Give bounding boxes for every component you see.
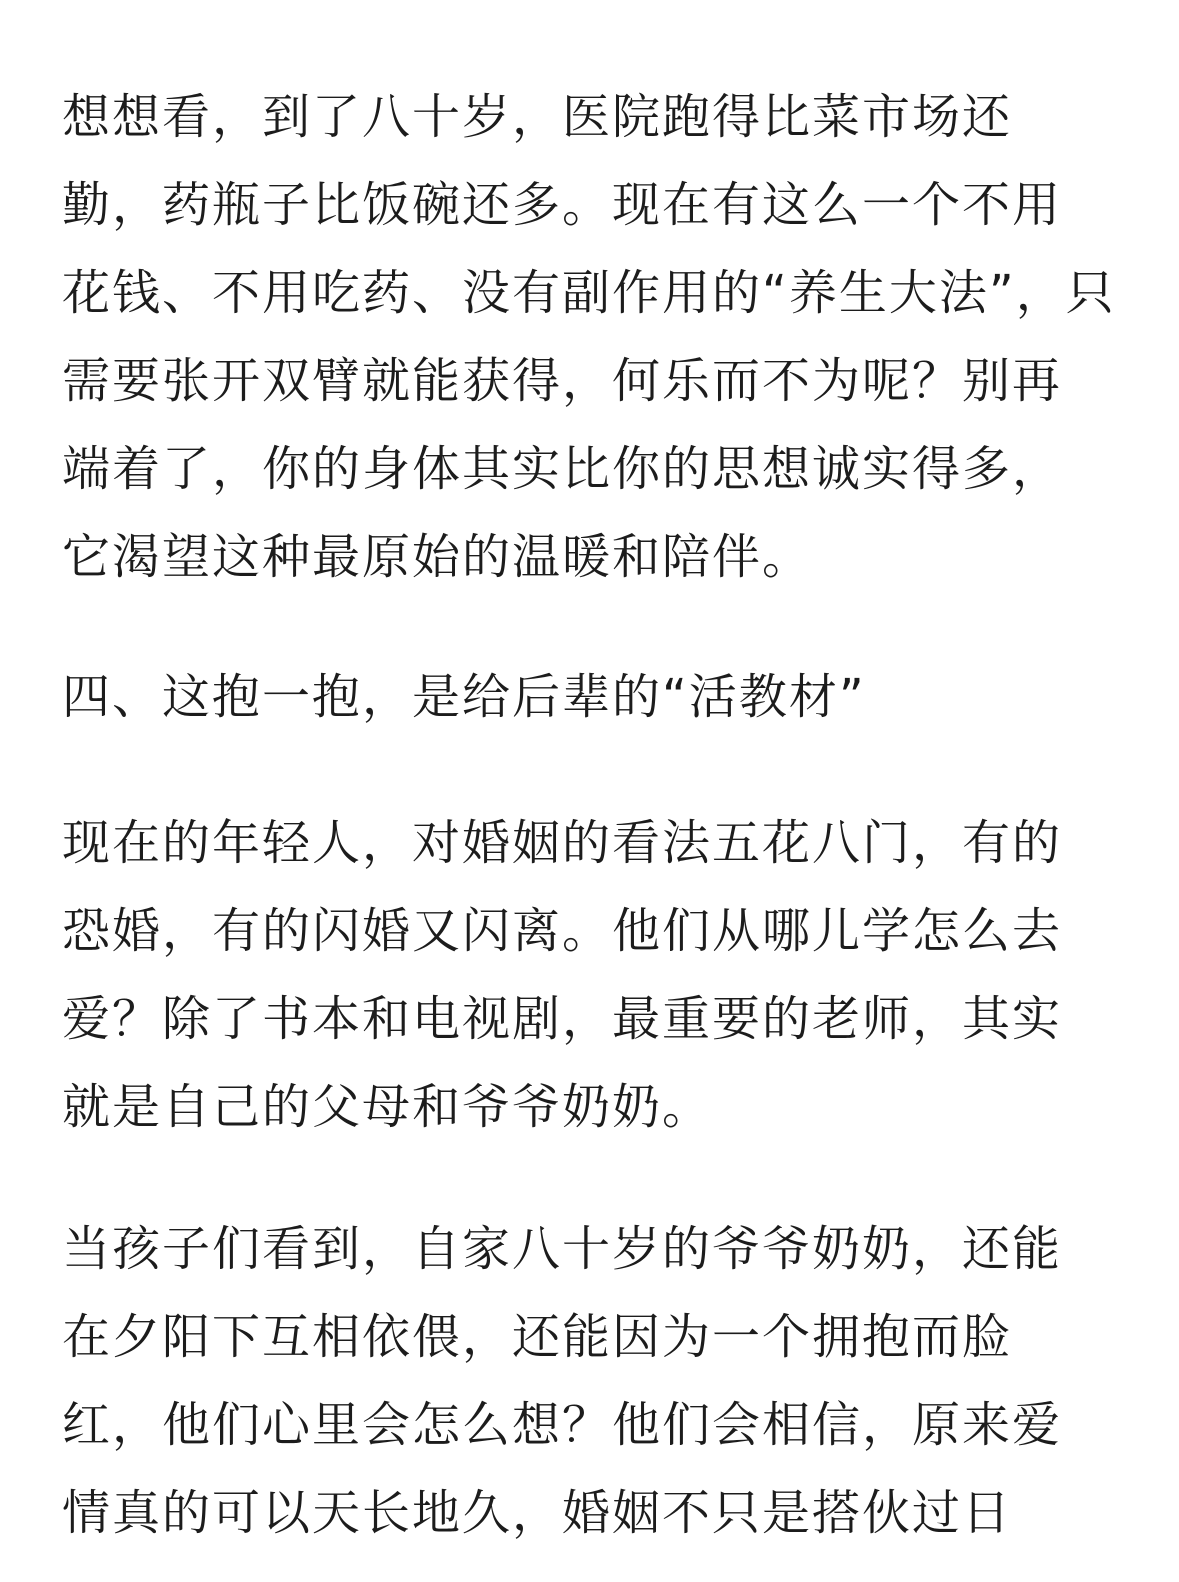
paragraph-line: 需要张开双臂就能获得，何乐而不为呢？别再 (62, 353, 1063, 409)
paragraph-line: 想想看，到了八十岁，医院跑得比菜市场还 (62, 89, 1013, 145)
paragraph-line: 在夕阳下互相依偎，还能因为一个拥抱而脸 (62, 1309, 1013, 1365)
paragraph-line: 爱？除了书本和电视剧，最重要的老师，其实 (62, 991, 1063, 1047)
paragraph-line: 就是自己的父母和爷爷奶奶。 (62, 1079, 713, 1135)
paragraph-line: 情真的可以天长地久，婚姻不只是搭伙过日 (62, 1485, 1013, 1541)
paragraph-line: 勤，药瓶子比饭碗还多。现在有这么一个不用 (62, 177, 1063, 233)
section-heading: 四、这抱一抱，是给后辈的“活教材” (62, 669, 866, 725)
paragraph-line: 花钱、不用吃药、没有副作用的“养生大法”，只 (62, 265, 1116, 321)
paragraph-line: 当孩子们看到，自家八十岁的爷爷奶奶，还能 (62, 1221, 1063, 1277)
paragraph-line: 端着了，你的身体其实比你的思想诚实得多， (62, 441, 1063, 497)
paragraph-line: 现在的年轻人，对婚姻的看法五花八门，有的 (62, 815, 1063, 871)
paragraph-line: 红，他们心里会怎么想？他们会相信，原来爱 (62, 1397, 1063, 1453)
paragraph-line: 它渴望这种最原始的温暖和陪伴。 (62, 529, 813, 585)
paragraph-line: 恐婚，有的闪婚又闪离。他们从哪儿学怎么去 (62, 903, 1063, 959)
